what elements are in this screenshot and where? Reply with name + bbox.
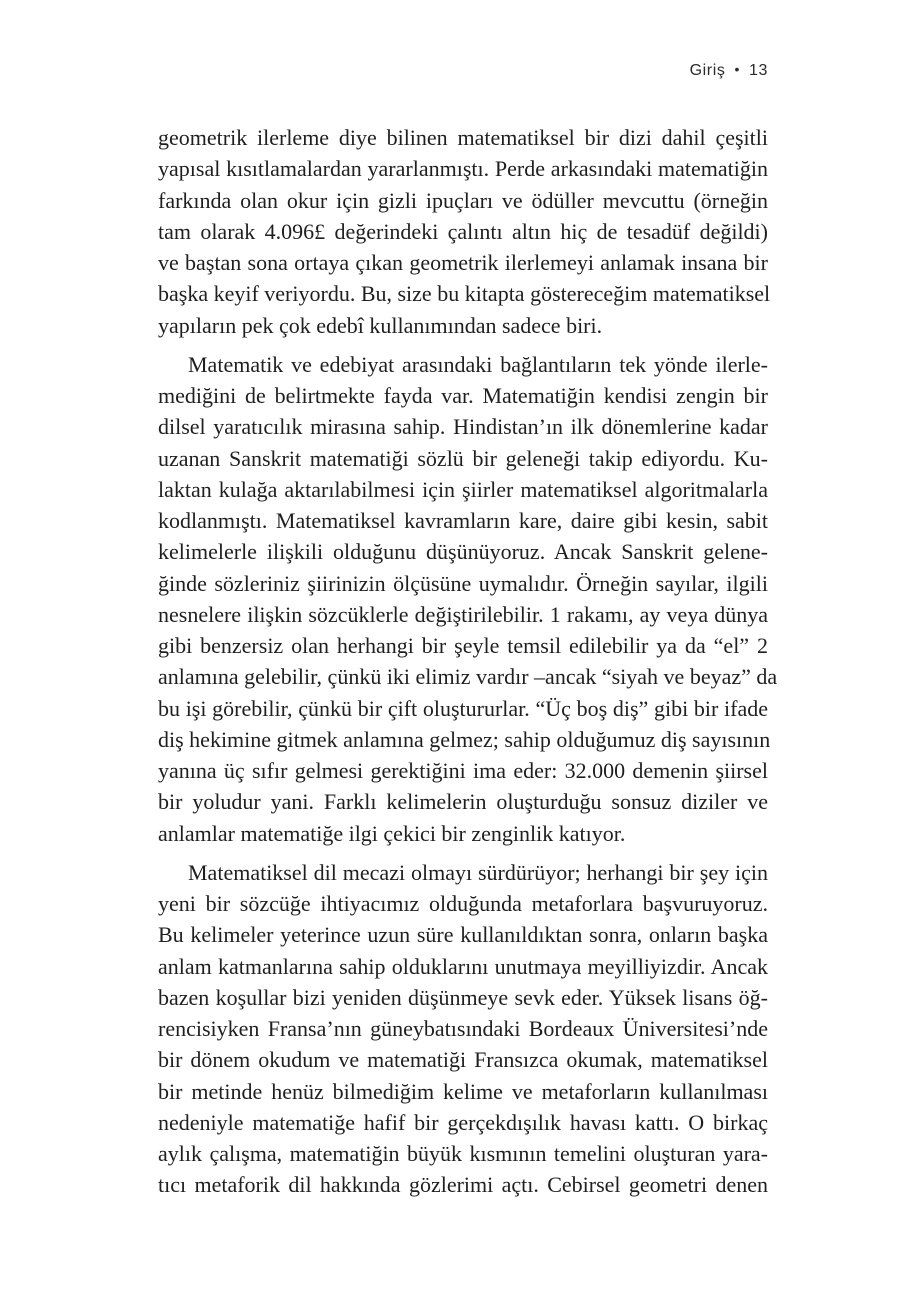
section-title: Giriş	[689, 62, 726, 79]
text-line: yeni bir sözcüğe ihtiyacımız olduğunda metaforlara başvuruyoruz.	[158, 891, 768, 916]
text-line: başka keyif veriyordu. Bu, size bu kitapta göstereceğim matematiksel	[158, 281, 771, 307]
text-line: ğinde sözleriniz şiirinizin ölçüsüne uymalıdır. Örneğin sayılar, ilgili	[158, 570, 768, 596]
text-line: tam olarak 4.096£ değerindeki çalıntı altın hiç de tesadüf değildi)	[158, 218, 768, 244]
text-line: farkında olan okur için gizli ipuçları ve ödüller mevcuttu (örneğin	[158, 187, 768, 213]
text-line: kodlanmıştı. Matematiksel kavramların kare, daire gibi kesin, sabit	[158, 508, 768, 533]
text-line: bir metinde henüz bilmediğim kelime ve metaforların kullanılması	[158, 1078, 768, 1104]
text-line: uzanan Sanskrit matematiği sözlü bir geleneği takip ediyordu. Ku-	[158, 445, 768, 471]
text-line: Matematik ve edebiyat arasındaki bağlantıların tek yönde ilerle-	[188, 351, 768, 377]
text-line: dilsel yaratıcılık mirasına sahip. Hindistan’ın ilk dönemlerine kadar	[158, 414, 768, 440]
text-line: bir dönem okudum ve matematiği Fransızca okumak, matematiksel	[158, 1047, 768, 1073]
text-line: gibi benzersiz olan herhangi bir şeyle temsil edilebilir ya da “el” 2	[158, 633, 768, 658]
text-line: nesnelere ilişkin sözcüklerle değiştirilebilir. 1 rakamı, ay veya dünya	[158, 601, 768, 627]
text-line: yanına üç sıfır gelmesi gerektiğini ima eder: 32.000 demenin şiirsel	[158, 758, 768, 783]
text-line: rencisiyken Fransa’nın güneybatısındaki Bordeaux Üniversitesi’nde	[158, 1016, 768, 1041]
running-header	[690, 62, 768, 80]
text-line: bir yoludur yani. Farklı kelimelerin oluşturduğu sonsuz diziler ve	[158, 789, 768, 815]
text-line: aylık çalışma, matematiğin büyük kısmının temelini oluşturan yara-	[158, 1141, 768, 1166]
text-line: anlam katmanlarına sahip olduklarını unutmaya meyilliyizdir. Ancak	[158, 953, 768, 979]
text-line: tıcı metaforik dil hakkında gözlerimi açtı. Cebirsel geometri denen	[158, 1172, 768, 1198]
paragraph	[158, 857, 768, 1201]
text-line: kelimelerle ilişkili olduğunu düşünüyoruz. Ancak Sanskrit gelene-	[158, 539, 768, 565]
text-line: Bu kelimeler yeterince uzun süre kullanıldıktan sonra, onların başka	[158, 922, 768, 948]
text-line: laktan kulağa aktarılabilmesi için şiirler matematiksel algoritmalarla	[158, 476, 768, 502]
page-number: 13	[749, 62, 768, 79]
text-line: anlamına gelebilir, çünkü iki elimiz vardır –ancak “siyah ve beyaz” da	[158, 664, 778, 690]
paragraph	[158, 122, 771, 341]
text-line: bazen koşullar bizi yeniden düşünmeye sevk eder. Yüksek lisans öğ-	[158, 984, 768, 1010]
paragraph	[158, 349, 778, 849]
text-line: nedeniyle matematiğe hafif bir gerçekdışılık havası kattı. O birkaç	[158, 1109, 768, 1135]
text-line: ve baştan sona ortaya çıkan geometrik ilerlemeyi anlamak insana bir	[158, 250, 768, 275]
text-line: Matematiksel dil mecazi olmayı sürdürüyor; herhangi bir şey için	[188, 859, 768, 885]
text-line: diş hekimine gitmek anlamına gelmez; sahip olduğumuz diş sayısının	[158, 726, 771, 752]
text-line: geometrik ilerleme diye bilinen matematiksel bir dizi dahil çeşitli	[158, 125, 768, 150]
text-line: yapıların pek çok edebî kullanımından sadece biri.	[158, 312, 603, 338]
header-separator: •	[734, 61, 740, 77]
text-line: mediğini de belirtmekte fayda var. Matematiğin kendisi zengin bir	[158, 383, 768, 408]
body-text	[158, 122, 778, 1201]
text-line: yapısal kısıtlamalardan yararlanmıştı. Perde arkasındaki matematiğin	[158, 156, 768, 182]
text-line: anlamlar matematiğe ilgi çekici bir zenginlik katıyor.	[158, 820, 626, 846]
text-line: bu işi görebilir, çünkü bir çift oluştururlar. “Üç boş diş” gibi bir ifade	[158, 695, 768, 721]
